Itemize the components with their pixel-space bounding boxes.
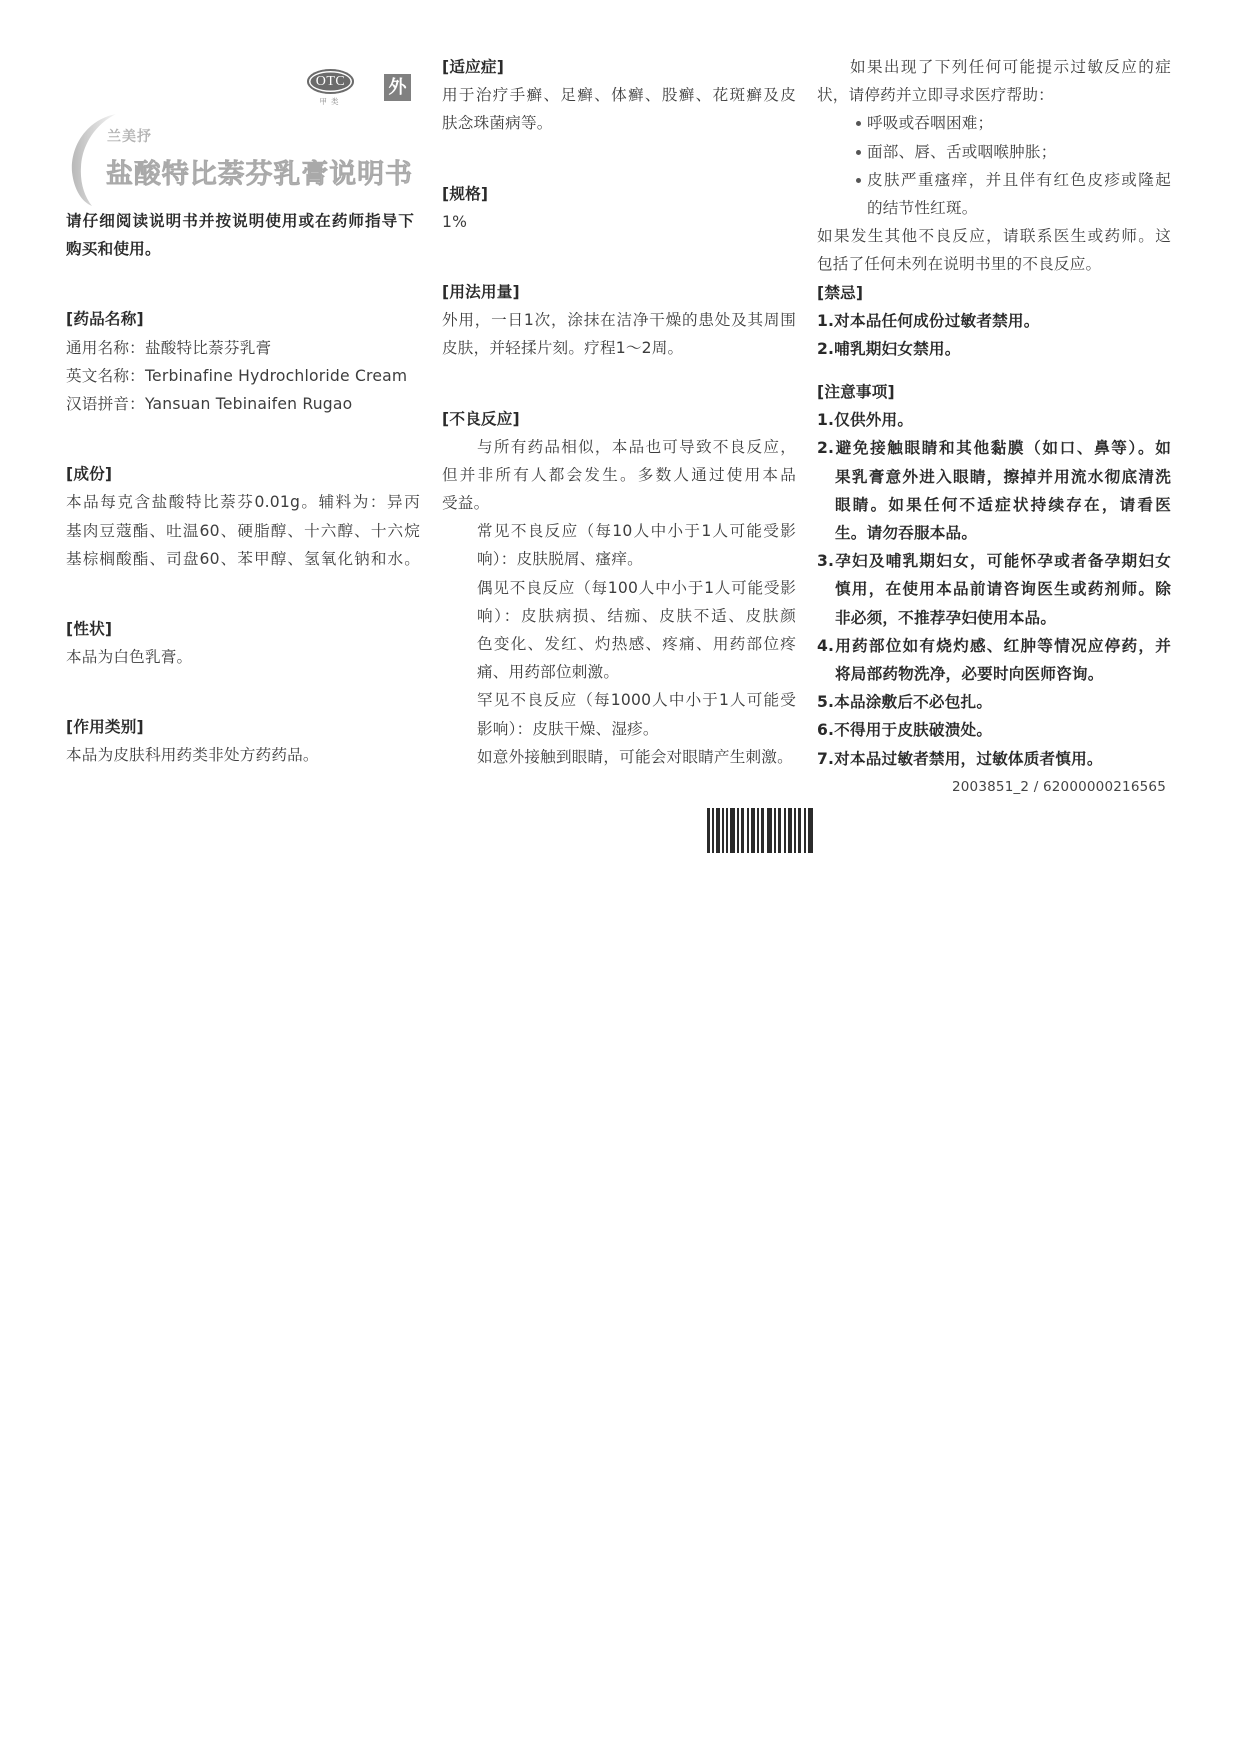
dosage-line: 外用，一日1次，涂抹在洁净干燥的患处及其周围 [442, 311, 796, 330]
contraindication-item: 1.对本品任何成份过敏者禁用。 [817, 311, 1040, 330]
dosage-line: 皮肤，并轻揉片刻。疗程1～2周。 [442, 339, 684, 358]
dosage-heading: [用法用量] [442, 282, 520, 301]
contraindication-item: 2.哺乳期妇女禁用。 [817, 339, 961, 358]
column-right [817, 53, 1171, 801]
rare-reactions-line: 影响）：皮肤干燥、湿疹。 [477, 719, 659, 738]
precaution-item: 7.对本品过敏者禁用，过敏体质者慎用。 [817, 749, 1103, 768]
external-use-mark: 外 [384, 74, 411, 101]
bullet-icon [856, 178, 861, 183]
section-precautions [817, 378, 1171, 773]
adverse-intro-line: 但并非所有人都会发生。多数人通过使用本品 [442, 465, 796, 484]
drug-category-line: 本品为皮肤科用药类非处方药药品。 [66, 746, 319, 765]
precaution-continuation: 果乳膏意外进入眼睛，擦掉并用流水彻底清洗 [835, 467, 1171, 486]
appearance-heading: [性状] [66, 619, 113, 638]
specification-line: 1% [442, 212, 468, 231]
allergy-intro-line: 如果出现了下列任何可能提示过敏反应的症 [850, 58, 1171, 76]
otc-class-label: 甲类 [319, 97, 343, 106]
allergy-sign-text: 呼吸或吞咽困难； [867, 114, 994, 133]
section-ingredients [66, 460, 420, 573]
drug-category-heading: [作用类别] [66, 718, 144, 737]
specification-heading: [规格] [442, 184, 489, 203]
uncommon-reactions-line: 色变化、发红、灼热感、疼痛、用药部位疼 [477, 635, 796, 653]
section-drug-category [66, 713, 420, 769]
precaution-item: 1.仅供外用。 [817, 411, 914, 430]
other-reactions-line: 包括了任何未列在说明书里的不良反应。 [817, 255, 1102, 274]
section-contraindications [817, 279, 1171, 364]
column-middle [442, 53, 796, 771]
drug-name-heading: [药品名称] [66, 310, 144, 329]
ingredients-line: 本品每克含盐酸特比萘芬0.01g。辅料为：异丙 [66, 493, 420, 512]
allergy-intro-line: 状，请停药并立即寻求医疗帮助： [817, 86, 1054, 105]
common-reactions-line: 响）：皮肤脱屑、瘙痒。 [477, 550, 643, 569]
indications-line: 肤念珠菌病等。 [442, 114, 553, 133]
notice-line: 请仔细阅读说明书并按说明使用或在药师指导下 [66, 212, 414, 230]
adverse-intro-line: 受益。 [442, 494, 490, 513]
precaution-continuation: 眼睛。如果任何不适症状持续存在，请看医 [835, 495, 1171, 514]
uncommon-reactions-line: 偶见不良反应（每100人中小于1人可能受影 [477, 578, 796, 597]
other-reactions-line: 如果发生其他不良反应，请联系医生或药师。这 [817, 227, 1171, 246]
section-dosage [442, 278, 796, 363]
eye-contact-line: 如意外接触到眼睛，可能会对眼睛产生刺激。 [477, 747, 793, 766]
precaution-item: 5.本品涂敷后不必包扎。 [817, 693, 993, 712]
allergy-sign-text: 面部、唇、舌或咽喉肿胀； [867, 142, 1057, 161]
allergy-sign-item [817, 109, 1171, 137]
rare-reactions-line: 罕见不良反应（每1000人中小于1人可能受 [477, 691, 796, 710]
ingredients-line: 基肉豆蔻酯、吐温60、硬脂醇、十六醇、十六烷 [66, 521, 420, 540]
adverse-reactions-heading: [不良反应] [442, 409, 520, 428]
notice-line: 购买和使用。 [66, 240, 161, 259]
appearance-line: 本品为白色乳膏。 [66, 648, 193, 667]
contraindications-heading: [禁忌] [817, 283, 864, 302]
allergy-sign-continuation: 的结节性红斑。 [867, 198, 978, 217]
section-indications [442, 53, 796, 138]
section-specification [442, 180, 796, 236]
section-drug-name [66, 305, 420, 418]
common-reactions-line: 常见不良反应（每10人中小于1人可能受影 [477, 522, 796, 541]
precaution-continuation: 慎用，在使用本品前请咨询医生或药剂师。除 [835, 580, 1171, 599]
precaution-continuation: 生。请勿吞服本品。 [835, 524, 978, 542]
otc-badge: OTC [307, 69, 354, 94]
precaution-item: 3.孕妇及哺乳期妇女，可能怀孕或者备孕期妇女 [817, 552, 1171, 571]
ingredients-line: 基棕榈酸酯、司盘60、苯甲醇、氢氧化钠和水。 [66, 549, 420, 568]
allergy-sign-item [817, 166, 1171, 194]
precaution-continuation: 非必须，不推荐孕妇使用本品。 [835, 608, 1057, 627]
brand-name: 兰美抒 [107, 129, 152, 145]
allergy-sign-item [817, 138, 1171, 166]
barcode [707, 808, 813, 853]
document-title: 盐酸特比萘芬乳膏说明书 [106, 159, 413, 190]
bullet-icon [856, 150, 861, 155]
precaution-item: 2.避免接触眼睛和其他黏膜（如口、鼻等）。如 [817, 439, 1171, 458]
adverse-intro-line: 与所有药品相似，本品也可导致不良反应， [477, 437, 796, 456]
section-adverse-reactions [442, 405, 796, 771]
generic-name-line: 通用名称：盐酸特比萘芬乳膏 [66, 338, 272, 357]
indications-line: 用于治疗手癣、足癣、体癣、股癣、花斑癣及皮 [442, 86, 796, 105]
precaution-continuation: 将局部药物洗净，必要时向医师咨询。 [835, 664, 1104, 683]
uncommon-reactions-line: 响）：皮肤病损、结痂、皮肤不适、皮肤颜 [477, 606, 796, 625]
column-left [66, 207, 420, 770]
precautions-heading: [注意事项] [817, 383, 895, 402]
indications-heading: [适应症] [442, 58, 505, 76]
document-code: 2003851_2 / 62000000216565 [951, 778, 1166, 795]
precaution-item: 6.不得用于皮肤破溃处。 [817, 721, 993, 740]
english-name-line: 英文名称：Terbinafine Hydrochloride Cream [66, 366, 408, 385]
precaution-item: 4.用药部位如有烧灼感、红肿等情况应停药，并 [817, 636, 1171, 655]
section-appearance [66, 615, 420, 671]
ingredients-heading: [成份] [66, 465, 113, 484]
bullet-icon [856, 121, 861, 126]
pinyin-name-line: 汉语拼音：Yansuan Tebinaifen Rugao [66, 394, 353, 413]
uncommon-reactions-line: 痛、用药部位刺激。 [477, 663, 620, 682]
allergy-sign-text: 皮肤严重瘙痒，并且伴有红色皮疹或隆起 [867, 170, 1171, 189]
